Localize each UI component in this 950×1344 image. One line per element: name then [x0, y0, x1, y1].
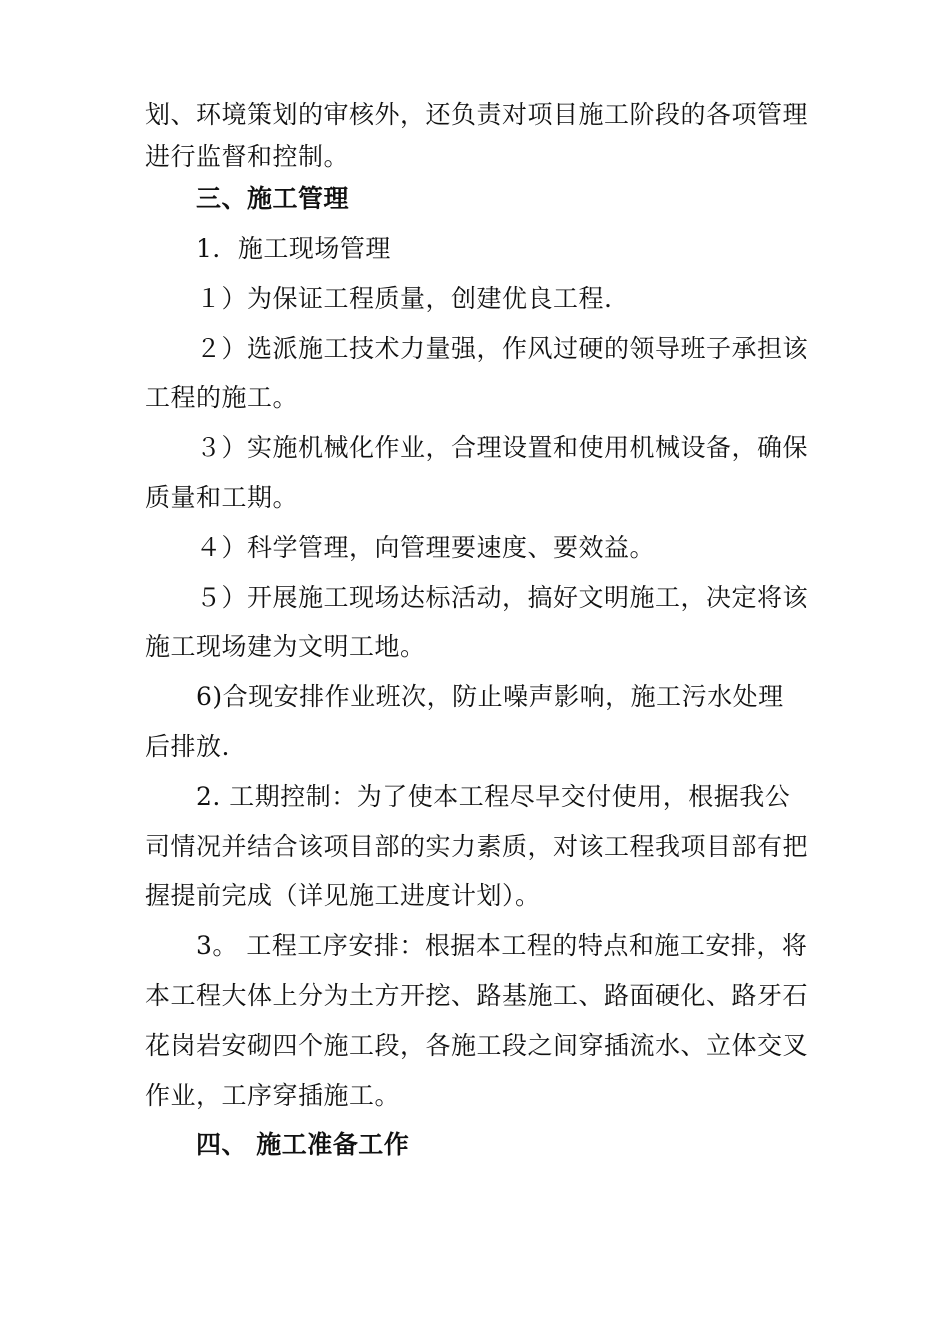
paragraph-line: 作业，工序穿插施工。 [145, 1081, 401, 1110]
paragraph-line: 施工现场建为文明工地。 [145, 632, 426, 661]
paragraph-line: 工程的施工。 [145, 383, 299, 412]
list-item: 3。 工程工序安排：根据本工程的特点和施工安排，将 [196, 931, 808, 960]
section-heading: 四、 施工准备工作 [196, 1130, 410, 1159]
list-item: ５）开展施工现场达标活动，搞好文明施工，决定将该 [196, 583, 809, 612]
paragraph-line: 后排放. [145, 732, 230, 761]
paragraph-line: 进行监督和控制。 [145, 142, 350, 171]
paragraph-line: 司情况并结合该项目部的实力素质，对该工程我项目部有把 [145, 832, 809, 861]
paragraph-line: 本工程大体上分为土方开挖、路基施工、路面硬化、路牙石 [145, 981, 809, 1010]
list-item: １）为保证工程质量，创建优良工程. [196, 284, 613, 313]
paragraph-line: 划、环境策划的审核外，还负责对项目施工阶段的各项管理 [145, 100, 809, 129]
list-item: ２）选派施工技术力量强，作风过硬的领导班子承担该 [196, 334, 809, 363]
paragraph-line: 花岗岩安砌四个施工段，各施工段之间穿插流水、立体交叉 [145, 1031, 809, 1060]
paragraph-line: 质量和工期。 [145, 483, 299, 512]
subsection-heading: 1．施工现场管理 [196, 234, 391, 263]
paragraph-line: 握提前完成（详见施工进度计划）。 [145, 881, 541, 910]
list-item: 2. 工期控制：为了使本工程尽早交付使用，根据我公 [196, 782, 791, 811]
list-item: 6)合现安排作业班次，防止噪声影响，施工污水处理 [196, 682, 784, 711]
section-heading: 三、施工管理 [196, 184, 350, 213]
list-item: ４）科学管理，向管理要速度、要效益。 [196, 533, 656, 562]
list-item: ３）实施机械化作业，合理设置和使用机械设备，确保 [196, 433, 809, 462]
